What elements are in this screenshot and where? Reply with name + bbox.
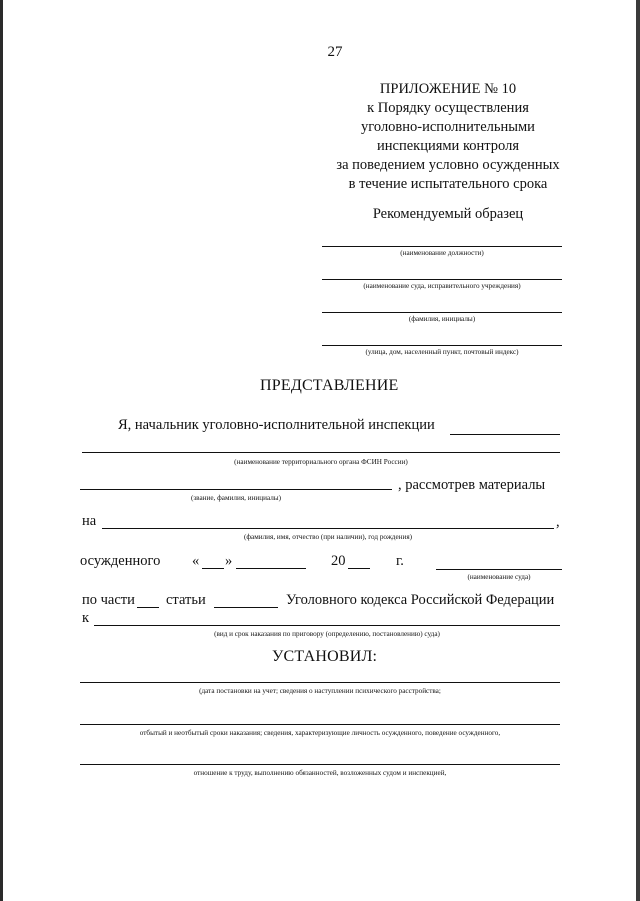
year-field-line[interactable]: [348, 568, 370, 569]
territorial-caption: (наименование территориального органа ФСИН России): [234, 458, 408, 466]
person-field-line[interactable]: [102, 528, 554, 529]
page-edge-left: [0, 0, 3, 901]
person-comma: ,: [556, 514, 560, 530]
established-heading: УСТАНОВИЛ:: [272, 648, 378, 665]
established-caption-3: отношение к труду, выполнению обязанностей, возложенных судом и инспекцией,: [193, 769, 447, 777]
rank-field-line[interactable]: [80, 489, 392, 490]
to-label: к: [82, 610, 90, 626]
intro-text: Я, начальник уголовно-исполнительной инспекции: [118, 417, 435, 433]
part-field-line[interactable]: [137, 607, 159, 608]
position-caption: (наименование должности): [400, 249, 484, 257]
code-text: Уголовного кодекса Российской Федерации: [286, 592, 555, 608]
established-caption-2: отбытый и неотбытый сроки наказания; сведения, характеризующие личность осужденного, поведение осужденного,: [139, 729, 501, 737]
sample-label: Рекомендуемый образец: [372, 206, 524, 222]
date-open-quote: «: [192, 553, 200, 569]
address-field-line[interactable]: [322, 345, 562, 346]
page-number: 27: [327, 44, 343, 60]
month-field-line[interactable]: [236, 568, 306, 569]
territorial-field-line[interactable]: [82, 452, 560, 453]
year-prefix: 20: [331, 553, 346, 569]
sentence-caption: (вид и срок наказания по приговору (определению, постановлению) суда): [214, 630, 440, 638]
court-caption: (наименование суда, исправительного учреждения): [363, 282, 521, 290]
appendix-line-4: инспекциями контроля: [377, 138, 519, 154]
appendix-line-5: за поведением условно осужденных: [336, 157, 560, 173]
reviewed-text: , рассмотрев материалы: [398, 477, 546, 493]
court-field-line[interactable]: [322, 279, 562, 280]
address-caption: (улица, дом, населенный пункт, почтовый индекс): [365, 348, 519, 356]
established-field-line-3[interactable]: [80, 764, 560, 765]
position-field-line[interactable]: [322, 246, 562, 247]
article-field-line[interactable]: [214, 607, 278, 608]
name-field-line[interactable]: [322, 312, 562, 313]
day-field-line[interactable]: [202, 568, 224, 569]
page-edge-right: [636, 0, 640, 901]
established-field-line-2[interactable]: [80, 724, 560, 725]
on-label: на: [82, 513, 97, 529]
sentence-field-line[interactable]: [94, 625, 560, 626]
court-name-caption: (наименование суда): [467, 573, 531, 581]
appendix-line-1: ПРИЛОЖЕНИЕ № 10: [379, 81, 517, 97]
year-suffix: г.: [396, 553, 404, 569]
court-name-field-line[interactable]: [436, 569, 562, 570]
name-caption: (фамилия, инициалы): [408, 315, 476, 323]
part-label: по части: [82, 592, 135, 608]
document-title: ПРЕДСТАВЛЕНИЕ: [260, 377, 399, 394]
date-close-quote: »: [225, 553, 233, 569]
convicted-label: осужденного: [80, 553, 161, 569]
article-label: статьи: [166, 592, 206, 608]
appendix-line-2: к Порядку осуществления: [367, 100, 529, 116]
person-caption: (фамилия, имя, отчество (при наличии), год рождения): [243, 533, 413, 541]
established-caption-1: (дата постановки на учет; сведения о наступлении психического расстройства;: [199, 687, 441, 695]
inspection-field-line[interactable]: [450, 434, 560, 435]
appendix-line-3: уголовно-исполнительными: [361, 119, 535, 135]
rank-caption: (звание, фамилия, инициалы): [190, 494, 282, 502]
established-field-line-1[interactable]: [80, 682, 560, 683]
appendix-line-6: в течение испытательного срока: [348, 176, 548, 192]
